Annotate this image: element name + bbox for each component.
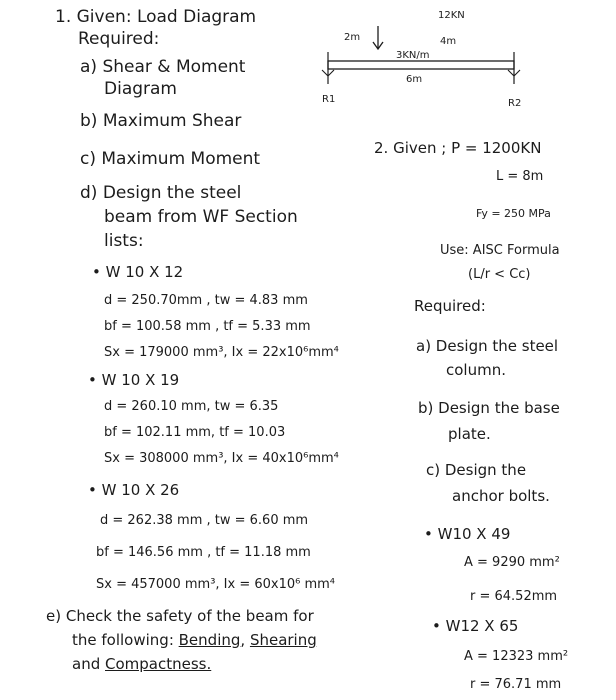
problem2-item-c-line2: anchor bolts. <box>452 487 550 505</box>
section-w12x65-area: A = 12323 mm² <box>464 649 569 664</box>
problem1-item-e-line2: the following: Bending, Shearing <box>72 631 317 649</box>
section-w10x19-line1: d = 260.10 mm, tw = 6.35 <box>104 399 279 414</box>
dist-left-label: 2m <box>344 32 361 43</box>
beam <box>328 61 514 69</box>
problem1-item-c: c) Maximum Moment <box>80 149 261 169</box>
problem1-item-e-line3: and Compactness. <box>72 655 212 673</box>
problem2-item-b-line2: plate. <box>448 425 491 443</box>
problem2-use: Use: AISC Formula <box>440 243 560 258</box>
problem2-item-a-line2: column. <box>446 361 506 379</box>
reaction-r1-label: R1 <box>322 94 336 105</box>
section-w10x19-line3: Sx = 308000 mm³, Ix = 40x10⁶mm⁴ <box>104 451 339 466</box>
problem2-heading: 2. Given ; P = 1200KN <box>374 139 542 157</box>
reaction-r2-label: R2 <box>508 98 522 108</box>
bending-text: Bending <box>178 631 241 649</box>
compactness-text: Compactness. <box>105 655 212 673</box>
section-w10x12-line2: bf = 100.58 mm , tf = 5.33 mm <box>104 319 311 334</box>
problem2-formula: (L/r < Cc) <box>468 267 531 282</box>
section-w10x49-radius: r = 64.52mm <box>470 589 558 604</box>
section-w10x49-area: A = 9290 mm² <box>464 555 560 570</box>
section-w10x26-line3: Sx = 457000 mm³, Ix = 60x10⁶ mm⁴ <box>96 577 336 592</box>
problem2-item-c-line1: c) Design the <box>426 461 527 479</box>
section-w10x12-line3: Sx = 179000 mm³, Ix = 22x10⁶mm⁴ <box>104 345 339 360</box>
problem1-required: Required: <box>78 29 160 49</box>
problem2-length: L = 8m <box>496 169 544 184</box>
section-w10x19-line2: bf = 102.11 mm, tf = 10.03 <box>104 425 286 440</box>
problem1-item-d-line1: d) Design the steel <box>80 183 242 203</box>
problem2-item-a-line1: a) Design the steel <box>416 337 559 355</box>
section-w12x65-radius: r = 76.71 mm <box>470 677 562 692</box>
section-w10x49-name: • W10 X 49 <box>424 525 511 543</box>
udl-label: 3KN/m <box>396 50 430 61</box>
problem2-required: Required: <box>414 297 486 315</box>
span-label: 6m <box>406 74 423 85</box>
problem1-item-e-line1: e) Check the safety of the beam for <box>46 607 314 625</box>
problem1-item-d-line3: lists: <box>104 231 144 251</box>
point-load-label: 12KN <box>438 10 465 21</box>
problem1-item-b: b) Maximum Shear <box>80 111 242 131</box>
problem2-fy: Fy = 250 MPa <box>476 207 551 220</box>
shearing-text: Shearing <box>249 631 317 649</box>
section-w12x65-name: • W12 X 65 <box>432 617 519 635</box>
dist-right-label: 4m <box>440 36 457 47</box>
problem2-item-b-line1: b) Design the base <box>418 399 560 417</box>
section-w10x26-line2: bf = 146.56 mm , tf = 11.18 mm <box>96 545 311 560</box>
section-w10x26-name: • W 10 X 26 <box>88 481 180 499</box>
section-w10x26-line1: d = 262.38 mm , tw = 6.60 mm <box>100 513 309 528</box>
section-w10x12-line1: d = 250.70mm , tw = 4.83 mm <box>104 293 308 308</box>
section-w10x12-name: • W 10 X 12 <box>92 263 184 281</box>
load-diagram <box>318 4 528 108</box>
problem1-item-a-line1: a) Shear & Moment <box>80 57 246 77</box>
load-diagram-svg <box>318 4 528 108</box>
section-w10x19-name: • W 10 X 19 <box>88 371 180 389</box>
problem1-heading: 1. Given: Load Diagram <box>55 7 257 27</box>
problem1-item-a-line2: Diagram <box>104 79 177 99</box>
problem1-item-d-line2: beam from WF Section <box>104 207 298 227</box>
